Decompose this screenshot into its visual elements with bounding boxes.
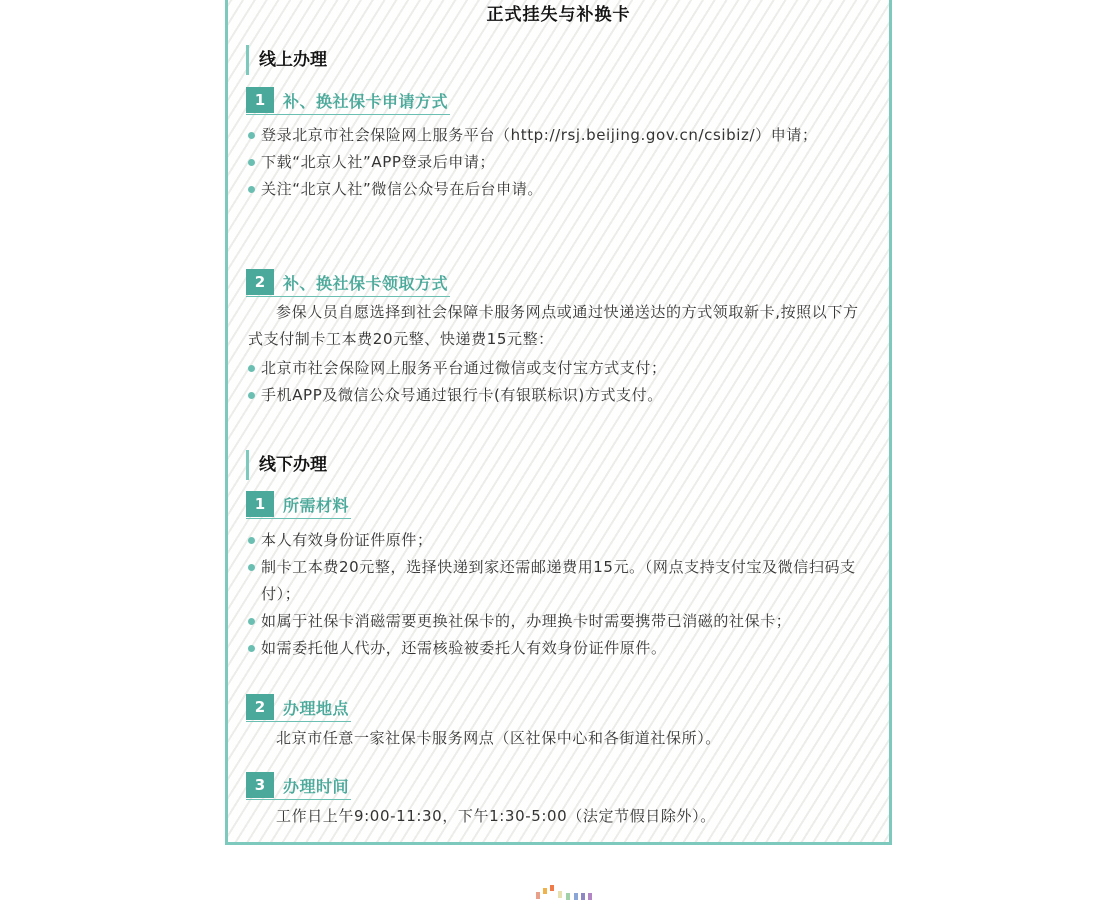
subheading-label: 补、换社保卡领取方式 — [283, 273, 449, 293]
list-item: 制卡工本费20元整，选择快递到家还需邮递费用15元。（网点支持支付宝及微信扫码支付）； — [248, 554, 858, 608]
step-number-badge: 2 — [246, 694, 274, 720]
subheading-receive-method — [246, 268, 450, 297]
list-item: 下载“北京人社”APP登录后申请； — [248, 149, 858, 176]
subheading-apply-method — [246, 86, 450, 115]
list-item: 如需委托他人代办，还需核验被委托人有效身份证件原件。 — [248, 635, 858, 662]
materials-list — [248, 527, 858, 662]
subheading-label: 所需材料 — [283, 495, 350, 515]
step-number-badge: 2 — [246, 269, 274, 295]
list-item: 本人有效身份证件原件； — [248, 527, 858, 554]
subheading-label: 补、换社保卡申请方式 — [283, 91, 449, 111]
subheading-materials — [246, 490, 351, 519]
section-heading-online: 线上办理 — [246, 45, 327, 75]
hours-text: 工作日上午9:00-11:30，下午1:30-5:00（法定节假日除外）。 — [276, 807, 716, 825]
section-heading-offline: 线下办理 — [246, 450, 327, 480]
main-title: 正式挂失与补换卡 — [228, 0, 889, 25]
subheading-location — [246, 693, 351, 722]
decorative-color-dots-icon — [534, 885, 594, 903]
list-item: 如属于社保卡消磁需要更换社保卡的，办理换卡时需要携带已消磁的社保卡； — [248, 608, 858, 635]
apply-method-list — [248, 122, 858, 203]
step-number-badge: 1 — [246, 491, 274, 517]
list-item: 登录北京市社会保险网上服务平台（http://rsj.beijing.gov.cn/csibiz/）申请； — [248, 122, 858, 149]
receive-method-intro: 参保人员自愿选择到社会保障卡服务网点或通过快递送达的方式领取新卡,按照以下方式支付制卡工本费20元整、快递费15元整： — [248, 303, 859, 348]
location-text: 北京市任意一家社保卡服务网点（区社保中心和各街道社保所）。 — [276, 729, 721, 747]
payment-method-list — [248, 355, 858, 409]
step-number-badge: 1 — [246, 87, 274, 113]
list-item: 关注“北京人社”微信公众号在后台申请。 — [248, 176, 858, 203]
list-item: 北京市社会保险网上服务平台通过微信或支付宝方式支付； — [248, 355, 858, 382]
step-number-badge: 3 — [246, 772, 274, 798]
subheading-label: 办理时间 — [283, 776, 350, 796]
list-item: 手机APP及微信公众号通过银行卡(有银联标识)方式支付。 — [248, 382, 858, 409]
subheading-hours — [246, 771, 351, 800]
content-card — [225, 0, 892, 845]
subheading-label: 办理地点 — [283, 698, 350, 718]
